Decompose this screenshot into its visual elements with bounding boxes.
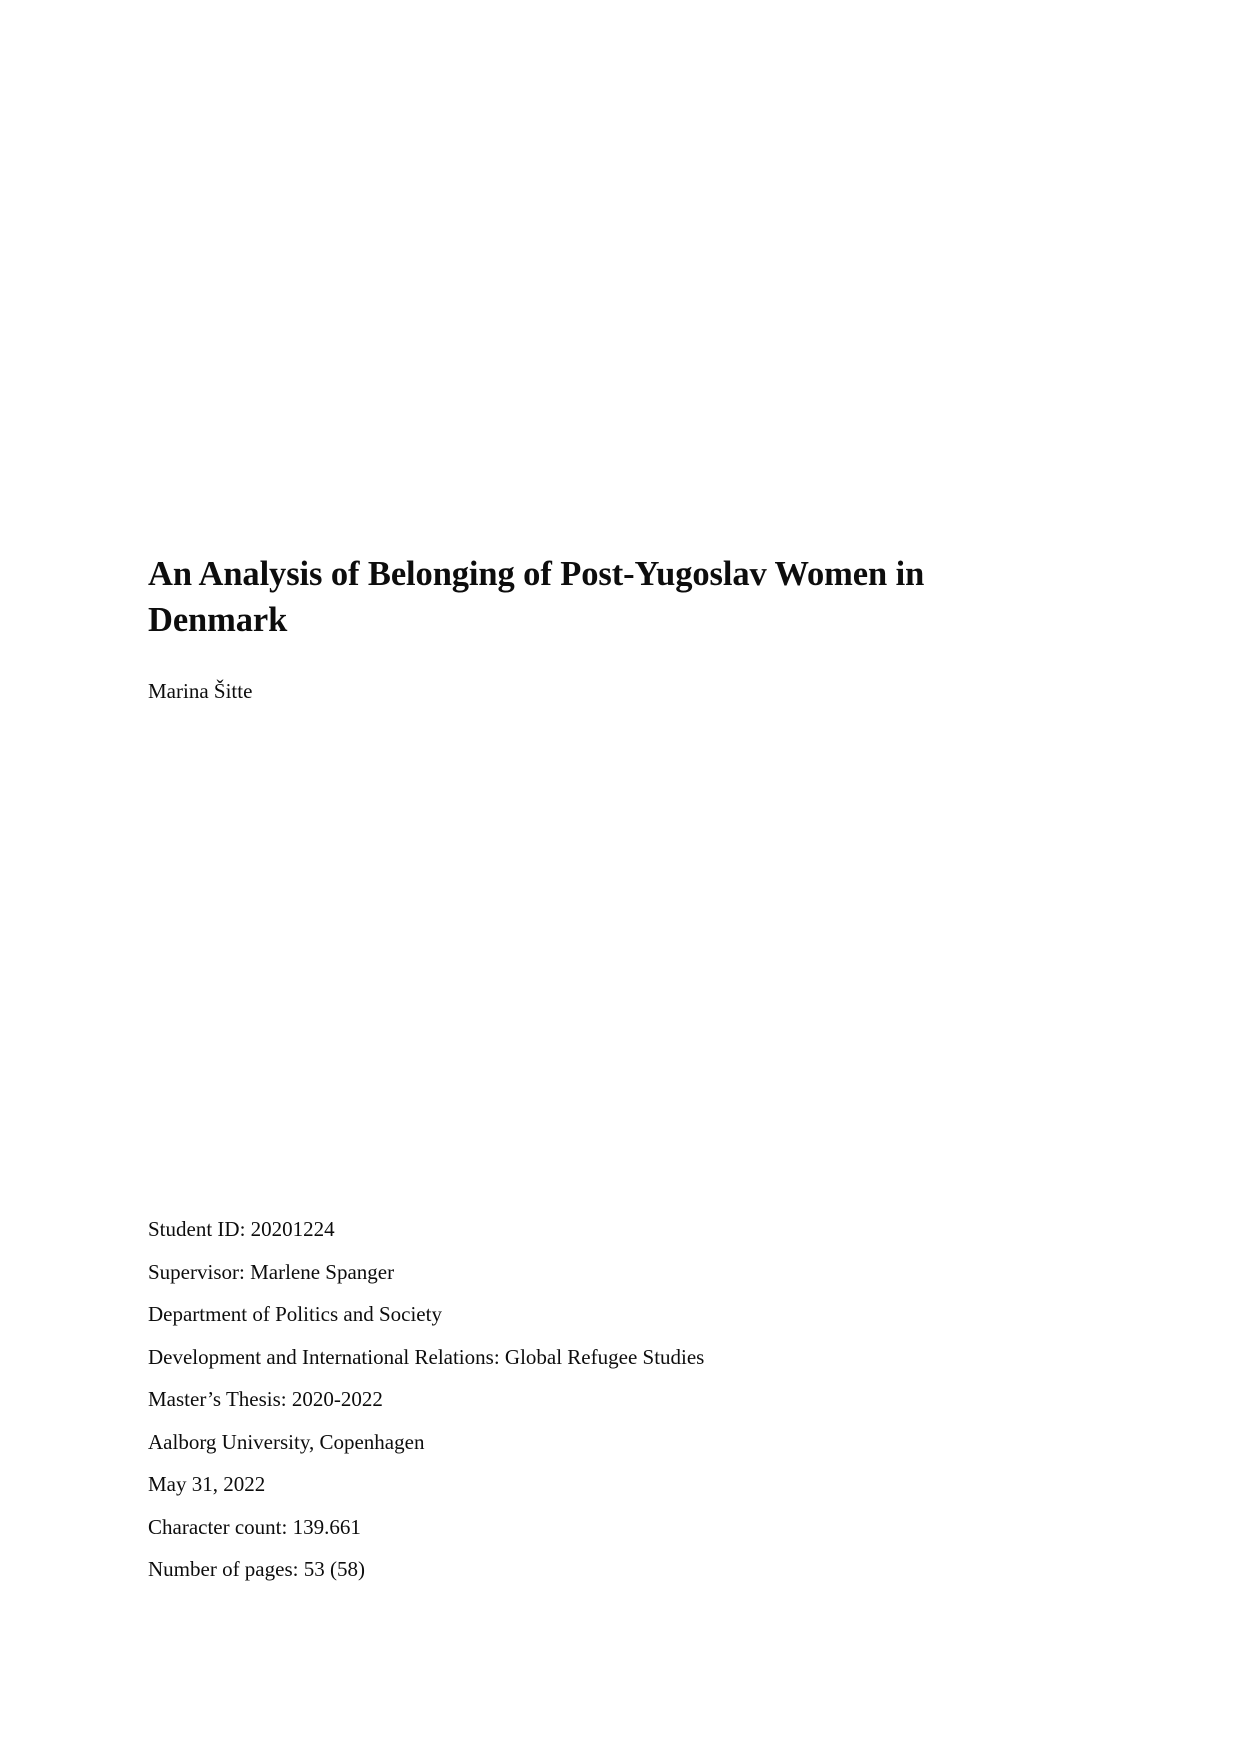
metadata-line-university: Aalborg University, Copenhagen [148, 1429, 425, 1454]
metadata-line-page-count: Number of pages: 53 (58) [148, 1557, 365, 1581]
metadata-line-date: May 31, 2022 [148, 1472, 266, 1496]
metadata-line-supervisor: Supervisor: Marlene Spanger [148, 1259, 395, 1284]
metadata-line-thesis-period: Master’s Thesis: 2020-2022 [148, 1387, 383, 1411]
document-metadata [148, 1219, 908, 1580]
metadata-line-department: Department of Politics and Society [148, 1302, 442, 1326]
metadata-line-student-id: Student ID: 20201224 [148, 1217, 335, 1241]
metadata-line-programme: Development and International Relations: Global Refugee Studies [148, 1344, 705, 1369]
page-title: An Analysis of Belonging of Post-Yugoslav Women in Denmark [148, 555, 925, 639]
author-name: Marina Šitte [148, 679, 253, 703]
metadata-line-character-count: Character count: 139.661 [148, 1514, 361, 1539]
